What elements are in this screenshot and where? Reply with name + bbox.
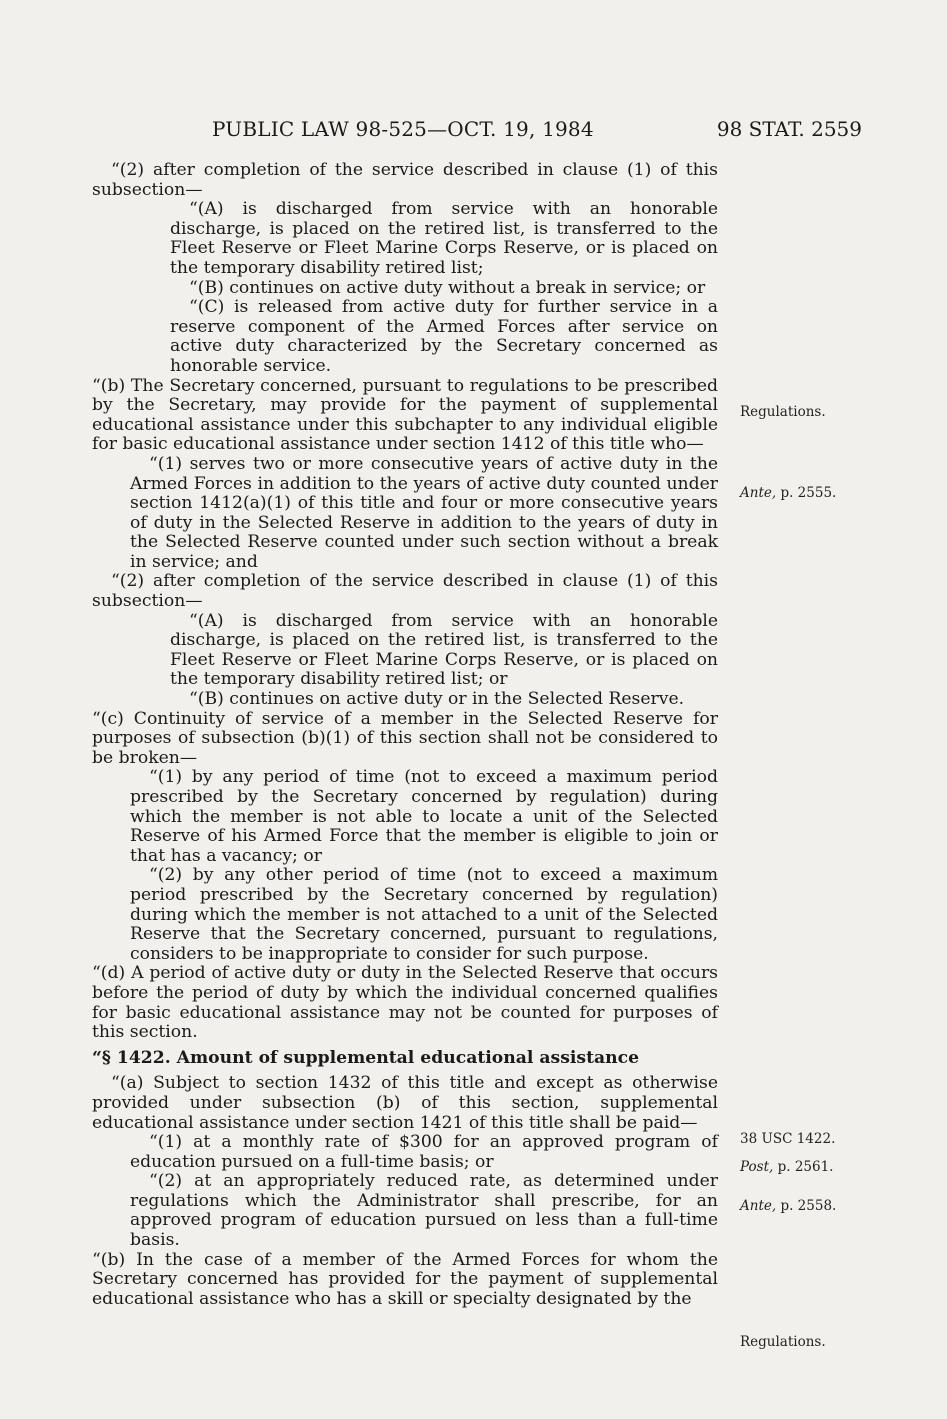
section-heading: “§ 1422. Amount of supplemental educational assistance [92,1047,640,1068]
paragraph: “(2) after completion of the service described in clause (1) of this subsection— [92,160,718,200]
paragraph: “(B) continues on active duty or in the Selected Reserve. [189,689,685,710]
statute-body-text [92,161,718,1309]
paragraph: “(d) A period of active duty or duty in the Selected Reserve that occurs before the period of duty by which the individual concerned qualifies for basic educational assistance may not be counted for purposes of this section. [92,963,718,1043]
margin-note: Regulations. [740,1334,826,1350]
page-header [92,117,862,147]
paragraph: “(b) The Secretary concerned, pursuant to regulations to be prescribed by the Secretary, may provide for the payment of supplemental educational assistance under this subchapter to any individual eligible for basic educational assistance under section 1412 of this title who— [92,375,718,455]
paragraph: “(2) at an appropriately reduced rate, as determined under regulations which the Administrator shall prescribe, for an approved program of education pursued on less than a full-time basis. [130,1171,718,1251]
margin-note: 38 USC 1422. [740,1131,836,1147]
paragraph: “(c) Continuity of service of a member in the Selected Reserve for purposes of subsection (b)(1) of this section shall not be considered to be broken— [92,708,718,768]
margin-note: Regulations. [740,404,826,420]
header-title: PUBLIC LAW 98-525—OCT. 19, 1984 [212,117,594,141]
paragraph: “(A) is discharged from service with an honorable discharge, is placed on the retired list, is transferred to the Fleet Reserve or Fleet Marine Corps Reserve, or is placed on the temporary disability retired list; or [170,610,718,690]
paragraph: “(2) after completion of the service described in clause (1) of this subsection— [92,571,718,612]
margin-note: Ante, p. 2555. [740,485,837,501]
header-stat-page: 98 STAT. 2559 [716,117,862,141]
margin-note: Post, p. 2561. [740,1159,834,1175]
margin-note: Ante, p. 2558. [740,1198,837,1214]
paragraph: “(B) continues on active duty without a break in service; or [189,277,706,298]
paragraph: “(1) at a monthly rate of $300 for an approved program of education pursued on a full-time basis; or [130,1132,718,1172]
paragraph: “(a) Subject to section 1432 of this title and except as otherwise provided under subsection (b) of this section, supplemental educational assistance under section 1421 of this title shall be paid— [92,1073,718,1133]
paragraph: “(C) is released from active duty for further service in a reserve component of the Armed Forces after service on active duty characterized by the Secretary concerned as honorable service. [170,297,718,376]
paragraph: “(A) is discharged from service with an honorable discharge, is placed on the retired list, is transferred to the Fleet Reserve or Fleet Marine Corps Reserve, or is placed on the temporary disability retired list; [170,199,718,278]
paragraph: “(1) serves two or more consecutive years of active duty in the Armed Forces in addition to the years of active duty counted under section 1412(a)(1) of this title and four or more consecutive years of duty in the Selected Reserve in addition to the years of duty in the Selected Reserve counted under such section without a break in service; and [130,453,718,572]
paragraph: “(b) In the case of a member of the Armed Forces for whom the Secretary concerned has provided for the payment of supplemental educational assistance who has a skill or specialty designated by the [92,1249,718,1309]
paragraph: “(2) by any other period of time (not to exceed a maximum period prescribed by the Secretary concerned by regulation) during which the member is not attached to a unit of the Selected Reserve that the Secretary concerned, pursuant to regulations, considers to be inappropriate to consider for such purpose. [130,865,718,964]
paragraph: “(1) by any period of time (not to exceed a maximum period prescribed by the Secretary concerned by regulation) during which the member is not able to locate a unit of the Selected Reserve of his Armed Force that the member is eligible to join or that has a vacancy; or [130,767,718,866]
